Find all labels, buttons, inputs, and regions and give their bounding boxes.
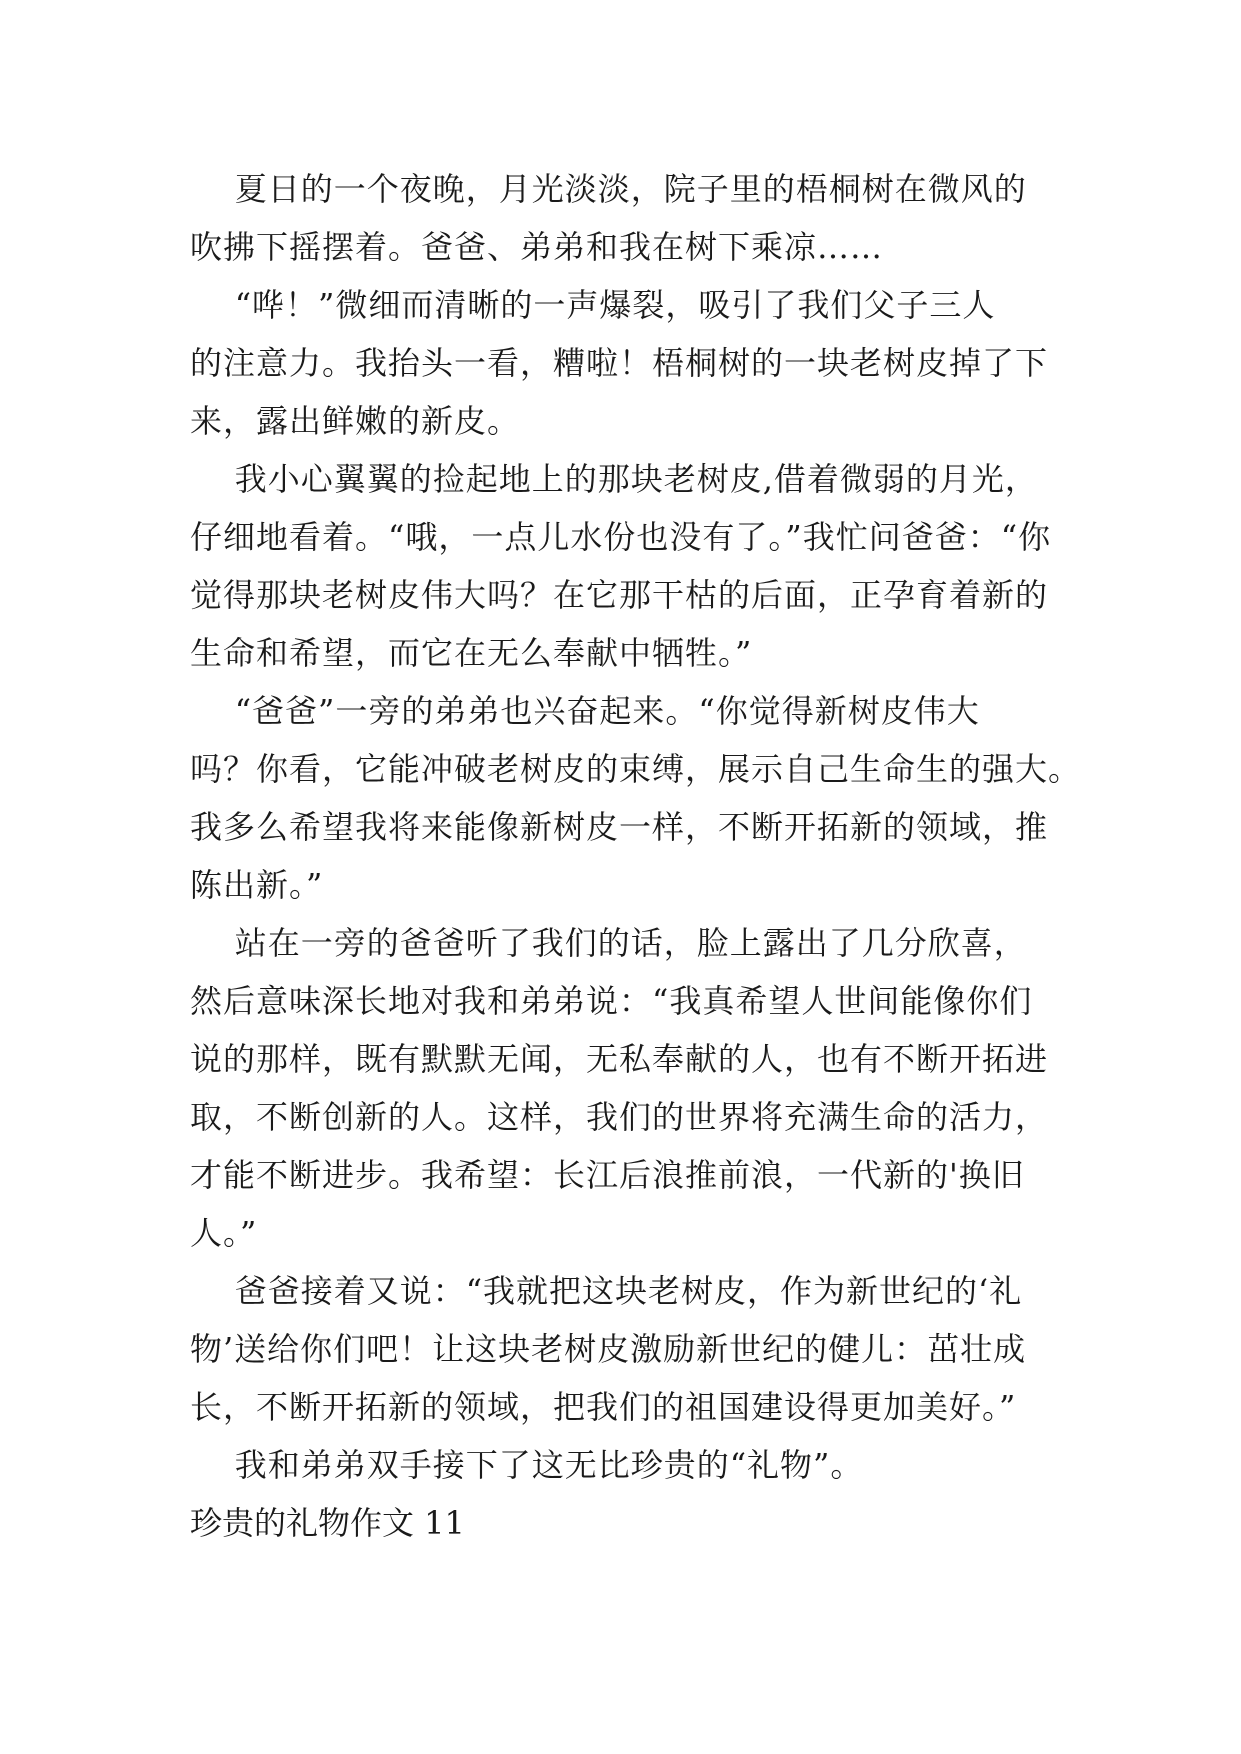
text-line: 站在一旁的爸爸听了我们的话，脸上露出了几分欣喜， <box>190 924 1027 962</box>
text-line: “爸爸”一旁的弟弟也兴奋起来。“你觉得新树皮伟大 <box>190 692 980 730</box>
text-line: “哗！”微细而清晰的一声爆裂，吸引了我们父子三人 <box>190 286 996 324</box>
text-line: 吹拂下摇摆着。爸爸、弟弟和我在树下乘凉…… <box>190 228 884 266</box>
text-line: 人。” <box>190 1214 258 1252</box>
text-line: 取，不断创新的人。这样，我们的世界将充满生命的活力， <box>190 1098 1049 1136</box>
text-line: 生命和希望，而它在无么奉献中牺牲。” <box>190 634 753 672</box>
document-page <box>190 160 1082 1552</box>
text-line: 仔细地看着。“哦，一点儿水份也没有了。”我忙问爸爸：“你 <box>190 518 1052 556</box>
text-line: 来，露出鲜嫩的新皮。 <box>190 402 521 440</box>
text-line: 觉得那块老树皮伟大吗？在它那干枯的后面，正孕育着新的 <box>190 576 1049 614</box>
text-line: 爸爸接着又说：“我就把这块老树皮，作为新世纪的‘礼 <box>190 1272 1023 1310</box>
text-line: 然后意味深长地对我和弟弟说：“我真希望人世间能像你们 <box>190 982 1033 1020</box>
text-line: 吗？你看，它能冲破老树皮的束缚，展示自己生命生的强大。 <box>190 750 1082 788</box>
text-line: 长，不断开拓新的领域，把我们的祖国建设得更加美好。” <box>190 1388 1017 1426</box>
text-line: 夏日的一个夜晚，月光淡淡，院子里的梧桐树在微风的 <box>190 170 1027 208</box>
text-line: 物’送给你们吧！让这块老树皮激励新世纪的健儿：茁壮成 <box>190 1330 1027 1368</box>
text-line: 陈出新。” <box>190 866 324 904</box>
text-line: 说的那样，既有默默无闻，无私奉献的人，也有不断开拓进 <box>190 1040 1049 1078</box>
text-line: 我和弟弟双手接下了这无比珍贵的“礼物”。 <box>190 1446 864 1484</box>
text-line: 才能不断进步。我希望：长江后浪推前浪，一代新的'换旧 <box>190 1156 1025 1194</box>
text-line: 的注意力。我抬头一看，糟啦！梧桐树的一块老树皮掉了下 <box>190 344 1049 382</box>
text-line: 我小心翼翼的捡起地上的那块老树皮,借着微弱的月光， <box>190 460 1038 498</box>
section-heading: 珍贵的礼物作文 11 <box>190 1504 465 1542</box>
text-line: 我多么希望我将来能像新树皮一样，不断开拓新的领域，推 <box>190 808 1049 846</box>
